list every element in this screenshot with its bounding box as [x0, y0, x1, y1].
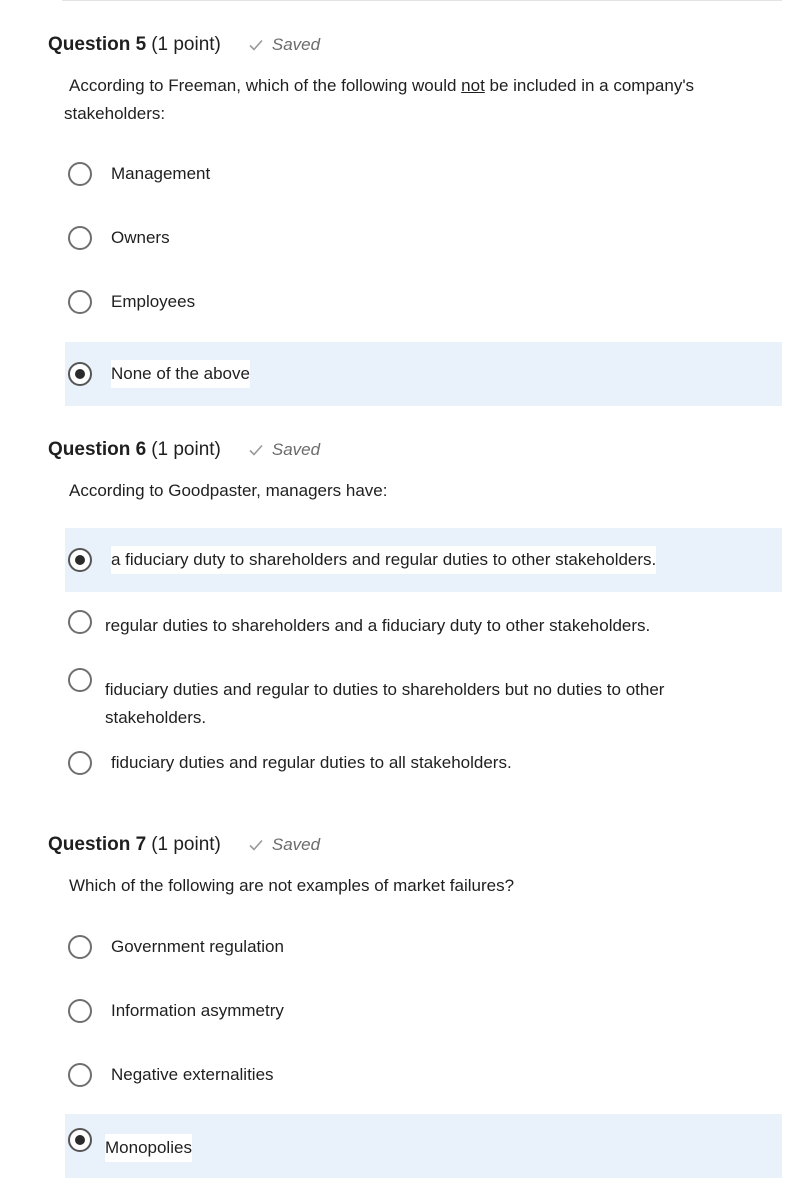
question-6-text [64, 477, 764, 505]
question-points: (1 point) [151, 34, 221, 55]
answer-option[interactable] [65, 1043, 782, 1107]
radio-button-icon[interactable] [68, 610, 92, 634]
radio-dot [75, 1135, 85, 1145]
question-points: (1 point) [151, 834, 221, 855]
question-6-header [48, 436, 320, 464]
answer-label: Information asymmetry [111, 1001, 284, 1020]
answer-label: regular duties to shareholders and a fiduciary duty to other stakeholders. [105, 616, 651, 635]
answer-label: Monopolies [105, 1134, 192, 1162]
checkmark-icon [248, 443, 264, 457]
checkmark-icon [248, 38, 264, 52]
radio-button-icon[interactable] [68, 935, 92, 959]
answer-option[interactable] [65, 731, 782, 795]
question-5-text [64, 72, 764, 128]
saved-status [248, 440, 320, 460]
radio-button-icon[interactable] [68, 290, 92, 314]
answer-label: Employees [111, 292, 196, 311]
answer-label: fiduciary duties and regular duties to all stakeholders. [111, 753, 512, 772]
question-5-header [48, 31, 320, 59]
question-text-emphasis: not [461, 76, 485, 95]
answer-label: a fiduciary duty to shareholders and regular duties to other stakeholders. [111, 546, 656, 574]
radio-button-icon[interactable] [68, 162, 92, 186]
question-number: Question 5 [48, 34, 147, 55]
answer-option[interactable] [65, 650, 782, 727]
radio-button-selected-icon[interactable] [68, 1128, 92, 1152]
answer-label: Government regulation [111, 937, 284, 956]
answer-label-line: fiduciary duties and regular to duties to shareholders but no duties to other [105, 680, 665, 699]
answer-option-selected[interactable] [65, 528, 782, 592]
answer-option[interactable] [65, 915, 782, 979]
question-7-text [64, 872, 764, 900]
radio-button-selected-icon[interactable] [68, 548, 92, 572]
answer-label-line: stakeholders. [105, 708, 207, 727]
radio-dot [75, 369, 85, 379]
answer-option[interactable] [65, 142, 782, 206]
question-points: (1 point) [151, 439, 221, 460]
radio-button-selected-icon[interactable] [68, 362, 92, 386]
answer-option-selected[interactable] [65, 342, 782, 406]
radio-button-icon[interactable] [68, 226, 92, 250]
answer-option[interactable] [65, 979, 782, 1043]
answer-label: None of the above [111, 360, 250, 388]
answer-option[interactable] [65, 206, 782, 270]
radio-button-icon[interactable] [68, 668, 92, 692]
saved-label: Saved [271, 35, 321, 54]
radio-button-icon[interactable] [68, 1063, 92, 1087]
question-7-header [48, 831, 320, 859]
saved-status [248, 835, 320, 855]
radio-dot [75, 555, 85, 565]
answer-label [105, 676, 765, 732]
answer-label: Owners [111, 228, 170, 247]
question-text-part: stakeholders: [64, 104, 166, 123]
question-number: Question 6 [48, 439, 147, 460]
answer-option[interactable] [65, 270, 782, 334]
saved-label: Saved [271, 440, 321, 459]
saved-label: Saved [271, 835, 321, 854]
answer-label: Management [111, 164, 211, 183]
question-text-part: According to Goodpaster, managers have: [69, 481, 388, 500]
radio-button-icon[interactable] [68, 999, 92, 1023]
top-divider [62, 0, 782, 1]
question-text-part: According to Freeman, which of the following would [69, 76, 462, 95]
saved-status [248, 35, 320, 55]
question-number: Question 7 [48, 834, 147, 855]
question-text-part: be included in a company's [484, 76, 695, 95]
radio-button-icon[interactable] [68, 751, 92, 775]
checkmark-icon [248, 838, 264, 852]
answer-label: Negative externalities [111, 1065, 274, 1084]
answer-option-selected[interactable] [65, 1114, 782, 1178]
question-text-part: Which of the following are not examples of market failures? [69, 876, 515, 895]
